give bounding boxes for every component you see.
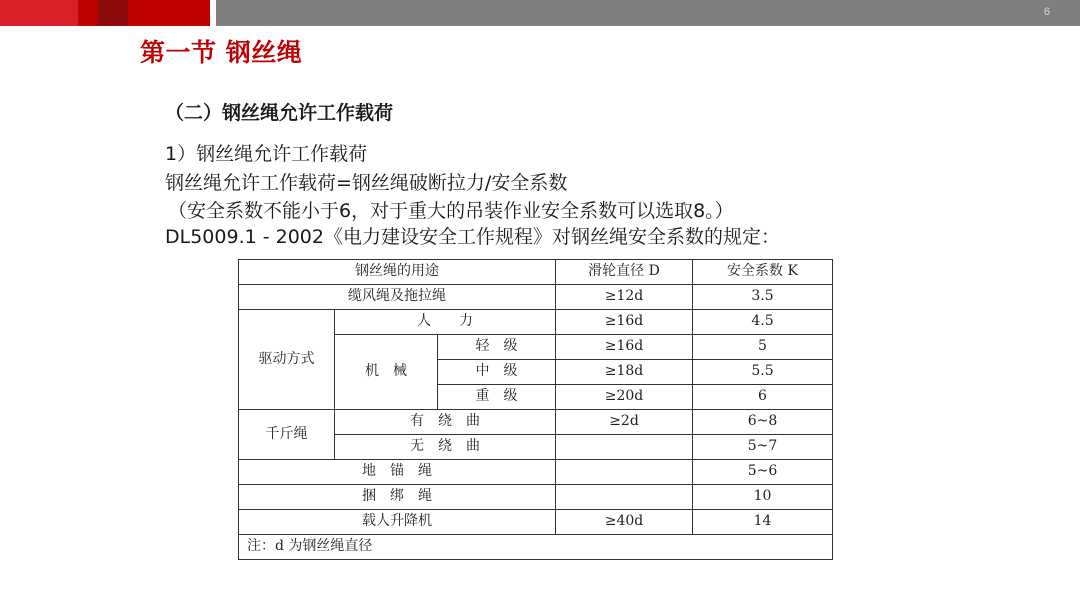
top-banner <box>0 0 1080 26</box>
cell-diameter: ≥16d <box>556 310 693 335</box>
cell-diameter: ≥16d <box>556 335 693 360</box>
cell-usage: 地 锚 绳 <box>239 460 556 485</box>
table-row <box>239 510 833 535</box>
cell-diameter: ≥18d <box>556 360 693 385</box>
cell-group-mech: 机 械 <box>335 335 438 410</box>
table-row <box>239 485 833 510</box>
cell-usage: 中 级 <box>438 360 556 385</box>
cell-usage: 无 绕 曲 <box>335 435 556 460</box>
header-diameter: 滑轮直径 D <box>556 260 693 285</box>
cell-factor: 14 <box>693 510 833 535</box>
cell-factor: 6 <box>693 385 833 410</box>
banner-red-accent <box>0 0 78 26</box>
cell-usage: 人 力 <box>335 310 556 335</box>
table-row <box>239 460 833 485</box>
cell-factor: 5~6 <box>693 460 833 485</box>
cell-diameter: ≥40d <box>556 510 693 535</box>
header-factor: 安全系数 K <box>693 260 833 285</box>
cell-usage: 轻 级 <box>438 335 556 360</box>
header-usage: 钢丝绳的用途 <box>239 260 556 285</box>
cell-factor: 10 <box>693 485 833 510</box>
cell-factor: 6~8 <box>693 410 833 435</box>
cell-usage: 有 绕 曲 <box>335 410 556 435</box>
section-title: 第一节 钢丝绳 <box>140 38 303 67</box>
cell-factor: 5~7 <box>693 435 833 460</box>
cell-diameter <box>556 485 693 510</box>
table-row <box>239 285 833 310</box>
table-note-row <box>239 535 833 560</box>
subtitle: （二）钢丝绳允许工作载荷 <box>165 102 394 124</box>
cell-usage: 重 级 <box>438 385 556 410</box>
cell-usage: 捆 绑 绳 <box>239 485 556 510</box>
cell-factor: 3.5 <box>693 285 833 310</box>
cell-usage: 载人升降机 <box>239 510 556 535</box>
cell-group-sling: 千斤绳 <box>239 410 335 460</box>
cell-factor: 5.5 <box>693 360 833 385</box>
cell-group-drive: 驱动方式 <box>239 310 335 410</box>
table-note: 注：d 为钢丝绳直径 <box>239 535 833 560</box>
cell-diameter <box>556 460 693 485</box>
text-line-3: （安全系数不能小于6，对于重大的吊装作业安全系数可以选取8。） <box>168 200 734 222</box>
page-number: 6 <box>1043 6 1050 18</box>
cell-factor: 5 <box>693 335 833 360</box>
text-line-1: 1）钢丝绳允许工作载荷 <box>165 143 368 165</box>
text-line-2: 钢丝绳允许工作载荷=钢丝绳破断拉力/安全系数 <box>165 172 568 194</box>
cell-usage: 缆风绳及拖拉绳 <box>239 285 556 310</box>
cell-diameter: ≥2d <box>556 410 693 435</box>
table-row <box>239 410 833 435</box>
banner-dark-accent <box>98 0 128 26</box>
cell-factor: 4.5 <box>693 310 833 335</box>
table-header-row <box>239 260 833 285</box>
cell-diameter <box>556 435 693 460</box>
cell-diameter: ≥20d <box>556 385 693 410</box>
banner-gray-block <box>216 0 1080 26</box>
cell-diameter: ≥12d <box>556 285 693 310</box>
text-line-4: DL5009.1 - 2002《电力建设安全工作规程》对钢丝绳安全系数的规定： <box>165 226 780 248</box>
table-row <box>239 310 833 335</box>
safety-factor-table <box>238 259 833 560</box>
